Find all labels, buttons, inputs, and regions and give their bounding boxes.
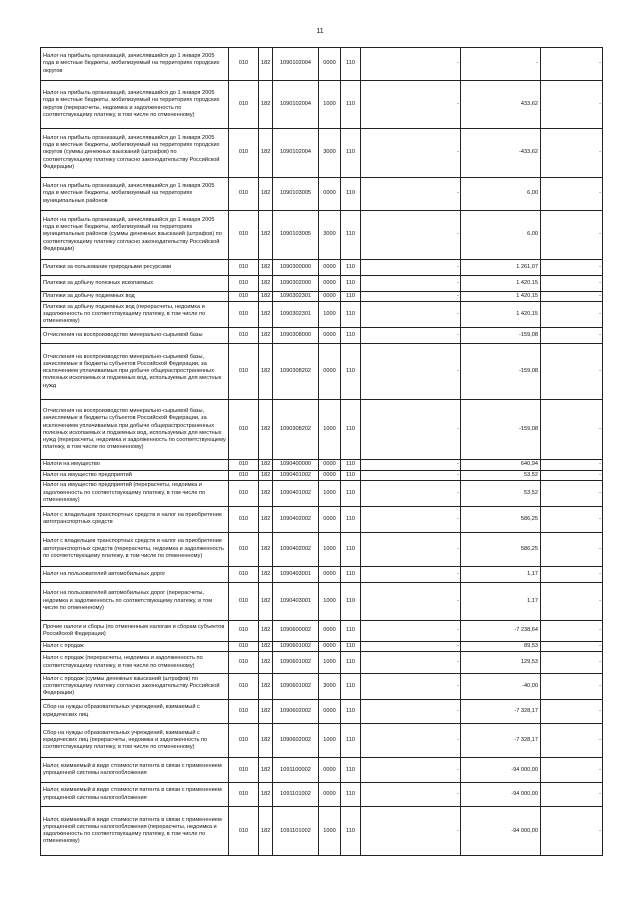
admin-code: 182: [259, 480, 273, 506]
table-row: [41, 276, 603, 292]
unexecuted-amount: -: [541, 506, 603, 532]
sub-code: 3000: [319, 129, 341, 178]
approved-amount: -: [361, 211, 461, 260]
table-row: [41, 724, 603, 758]
sub-code: 0000: [319, 260, 341, 276]
line-code: 010: [229, 758, 259, 783]
unexecuted-amount: -: [541, 620, 603, 641]
line-code: 010: [229, 532, 259, 566]
table-row: [41, 460, 603, 470]
table-row: [41, 81, 603, 129]
row-name: Налог, взимаемый в виде стоимости патента в связи с применением упрощенной системы налогообложения: [41, 758, 229, 783]
type-code: 110: [341, 178, 361, 211]
classification-code: 1090103005: [273, 178, 319, 211]
unexecuted-amount: -: [541, 582, 603, 620]
line-code: 010: [229, 674, 259, 700]
executed-amount: -94 000,00: [461, 758, 541, 783]
admin-code: 182: [259, 81, 273, 129]
admin-code: 182: [259, 211, 273, 260]
table-row: [41, 129, 603, 178]
row-name: Налог на прибыль организаций, зачислявшийся до 1 января 2005 года в местные бюджеты, мобилизуемый на территориях муниципальных районов (суммы денежных взысканий (штрафов) по соответствующему платежу согласно законодательству Российской Федерации): [41, 211, 229, 260]
table-row: [41, 178, 603, 211]
admin-code: 182: [259, 48, 273, 81]
sub-code: 0000: [319, 344, 341, 400]
sub-code: 1000: [319, 652, 341, 674]
row-name: Налог на имущество предприятий: [41, 470, 229, 480]
unexecuted-amount: -: [541, 276, 603, 292]
row-name: Налог с продаж (перерасчеты, недоимка и задолженность по соответствующему платежу, в том числе по отмененному): [41, 652, 229, 674]
line-code: 010: [229, 470, 259, 480]
table-row: [41, 211, 603, 260]
executed-amount: 129,53: [461, 652, 541, 674]
line-code: 010: [229, 460, 259, 470]
executed-amount: -7 238,64: [461, 620, 541, 641]
line-code: 010: [229, 582, 259, 620]
unexecuted-amount: -: [541, 178, 603, 211]
row-name: Налог с владельцев транспортных средств и налог на приобретение автотранспортных средств: [41, 506, 229, 532]
admin-code: 182: [259, 328, 273, 344]
sub-code: 1000: [319, 807, 341, 856]
page-number: 11: [316, 28, 324, 35]
line-code: 010: [229, 620, 259, 641]
classification-code: 1091101002: [273, 807, 319, 856]
line-code: 010: [229, 328, 259, 344]
table-row: [41, 582, 603, 620]
classification-code: 1090308202: [273, 400, 319, 460]
row-name: Налоги на имущество: [41, 460, 229, 470]
type-code: 110: [341, 276, 361, 292]
sub-code: 3000: [319, 211, 341, 260]
type-code: 110: [341, 260, 361, 276]
sub-code: 3000: [319, 674, 341, 700]
sub-code: 0000: [319, 292, 341, 302]
executed-amount: 586,25: [461, 532, 541, 566]
sub-code: 1000: [319, 532, 341, 566]
executed-amount: 53,52: [461, 480, 541, 506]
unexecuted-amount: -: [541, 400, 603, 460]
executed-amount: -94 000,00: [461, 783, 541, 807]
executed-amount: -159,08: [461, 344, 541, 400]
row-name: Отчисления на воспроизводство минерально-сырьевой базы: [41, 328, 229, 344]
unexecuted-amount: -: [541, 292, 603, 302]
admin-code: 182: [259, 400, 273, 460]
approved-amount: -: [361, 641, 461, 651]
executed-amount: 433,62: [461, 81, 541, 129]
unexecuted-amount: -: [541, 758, 603, 783]
row-name: Налог, взимаемый в виде стоимости патента в связи с применением упрощенной системы налогообложения (перерасчеты, недоимка и задолженность по соответствующему платежу, в том числе по отмененному): [41, 807, 229, 856]
unexecuted-amount: -: [541, 807, 603, 856]
type-code: 110: [341, 700, 361, 724]
classification-code: 1090401002: [273, 480, 319, 506]
sub-code: 0000: [319, 506, 341, 532]
classification-code: 1091100002: [273, 758, 319, 783]
executed-amount: -7 328,17: [461, 700, 541, 724]
type-code: 110: [341, 582, 361, 620]
sub-code: 1000: [319, 400, 341, 460]
admin-code: 182: [259, 807, 273, 856]
row-name: Сбор на нужды образовательных учреждений, взимаемый с юридических лиц: [41, 700, 229, 724]
unexecuted-amount: -: [541, 260, 603, 276]
line-code: 010: [229, 783, 259, 807]
unexecuted-amount: -: [541, 674, 603, 700]
approved-amount: -: [361, 652, 461, 674]
sub-code: 0000: [319, 178, 341, 211]
line-code: 010: [229, 260, 259, 276]
row-name: Налог на прибыль организаций, зачислявшийся до 1 января 2005 года в местные бюджеты, мобилизуемый на территориях городских округов: [41, 48, 229, 81]
unexecuted-amount: -: [541, 700, 603, 724]
table-row: [41, 260, 603, 276]
type-code: 110: [341, 328, 361, 344]
row-name: Налог с продаж (суммы денежных взысканий (штрафов) по соответствующему платежу согласно законодательству Российской Федерации): [41, 674, 229, 700]
unexecuted-amount: -: [541, 129, 603, 178]
admin-code: 182: [259, 582, 273, 620]
executed-amount: -159,08: [461, 328, 541, 344]
type-code: 110: [341, 470, 361, 480]
table-row: [41, 506, 603, 532]
line-code: 010: [229, 566, 259, 582]
admin-code: 182: [259, 292, 273, 302]
sub-code: 1000: [319, 724, 341, 758]
row-name: Платежи за добычу подземных вод: [41, 292, 229, 302]
classification-code: 1090308202: [273, 344, 319, 400]
approved-amount: -: [361, 674, 461, 700]
admin-code: 182: [259, 470, 273, 480]
classification-code: 1090402002: [273, 532, 319, 566]
line-code: 010: [229, 724, 259, 758]
line-code: 010: [229, 211, 259, 260]
classification-code: 1090602002: [273, 724, 319, 758]
line-code: 010: [229, 400, 259, 460]
approved-amount: -: [361, 470, 461, 480]
line-code: 010: [229, 807, 259, 856]
table-row: [41, 480, 603, 506]
sub-code: 1000: [319, 582, 341, 620]
sub-code: 0000: [319, 470, 341, 480]
type-code: 110: [341, 674, 361, 700]
approved-amount: -: [361, 48, 461, 81]
row-name: Налог на прибыль организаций, зачислявшийся до 1 января 2005 года в местные бюджеты, мобилизуемый на территориях муниципальных районов: [41, 178, 229, 211]
sub-code: 0000: [319, 641, 341, 651]
unexecuted-amount: -: [541, 641, 603, 651]
classification-code: 1090302301: [273, 292, 319, 302]
sub-code: 0000: [319, 758, 341, 783]
line-code: 010: [229, 700, 259, 724]
line-code: 010: [229, 641, 259, 651]
table-row: [41, 700, 603, 724]
row-name: Налог, взимаемый в виде стоимости патента в связи с применением упрощенной системы налогообложения: [41, 783, 229, 807]
table-row: [41, 48, 603, 81]
table-row: [41, 532, 603, 566]
line-code: 010: [229, 129, 259, 178]
executed-amount: 640,94: [461, 460, 541, 470]
admin-code: 182: [259, 506, 273, 532]
approved-amount: -: [361, 783, 461, 807]
executed-amount: -94 000,00: [461, 807, 541, 856]
row-name: Налог с продаж: [41, 641, 229, 651]
table-row: [41, 302, 603, 328]
classification-code: 1090300000: [273, 260, 319, 276]
type-code: 110: [341, 758, 361, 783]
executed-amount: 1 420,15: [461, 302, 541, 328]
approved-amount: -: [361, 480, 461, 506]
admin-code: 182: [259, 783, 273, 807]
line-code: 010: [229, 302, 259, 328]
table-row: [41, 652, 603, 674]
type-code: 110: [341, 48, 361, 81]
table-row: [41, 674, 603, 700]
classification-code: 1090601002: [273, 652, 319, 674]
admin-code: 182: [259, 641, 273, 651]
approved-amount: -: [361, 460, 461, 470]
admin-code: 182: [259, 344, 273, 400]
table-row: [41, 344, 603, 400]
row-name: Сбор на нужды образовательных учреждений, взимаемый с юридических лиц (перерасчеты, недоимка и задолженность по соответствующему платежу, в том числе по отмененному): [41, 724, 229, 758]
executed-amount: 1 420,15: [461, 276, 541, 292]
budget-table: [40, 47, 603, 856]
approved-amount: -: [361, 582, 461, 620]
approved-amount: -: [361, 532, 461, 566]
executed-amount: -159,08: [461, 400, 541, 460]
line-code: 010: [229, 652, 259, 674]
executed-amount: -7 328,17: [461, 724, 541, 758]
sub-code: 0000: [319, 460, 341, 470]
type-code: 110: [341, 460, 361, 470]
approved-amount: -: [361, 292, 461, 302]
classification-code: 1090102004: [273, 81, 319, 129]
admin-code: 182: [259, 276, 273, 292]
type-code: 110: [341, 506, 361, 532]
sub-code: 1000: [319, 480, 341, 506]
type-code: 110: [341, 783, 361, 807]
classification-code: 1090402002: [273, 506, 319, 532]
approved-amount: -: [361, 302, 461, 328]
sub-code: 1000: [319, 302, 341, 328]
unexecuted-amount: -: [541, 652, 603, 674]
unexecuted-amount: -: [541, 48, 603, 81]
classification-code: 1090400000: [273, 460, 319, 470]
type-code: 110: [341, 211, 361, 260]
type-code: 110: [341, 652, 361, 674]
sub-code: 0000: [319, 700, 341, 724]
classification-code: 1091101002: [273, 783, 319, 807]
type-code: 110: [341, 129, 361, 178]
executed-amount: -40,00: [461, 674, 541, 700]
unexecuted-amount: -: [541, 783, 603, 807]
line-code: 010: [229, 344, 259, 400]
unexecuted-amount: -: [541, 302, 603, 328]
executed-amount: 53,52: [461, 470, 541, 480]
type-code: 110: [341, 807, 361, 856]
row-name: Налог на прибыль организаций, зачислявшийся до 1 января 2005 года в местные бюджеты, мобилизуемый на территориях городских округов (перерасчеты, недоимка и задолженность по соответствующему платежу, в том числе по отмененному): [41, 81, 229, 129]
unexecuted-amount: -: [541, 480, 603, 506]
classification-code: 1090601002: [273, 674, 319, 700]
admin-code: 182: [259, 302, 273, 328]
type-code: 110: [341, 641, 361, 651]
sub-code: 0000: [319, 566, 341, 582]
classification-code: 1090403001: [273, 566, 319, 582]
executed-amount: 6,00: [461, 211, 541, 260]
admin-code: 182: [259, 532, 273, 566]
row-name: Налог на пользователей автомобильных дорог (перерасчеты, недоимка и задолженность по соответствующему платежу, в том числе по отмененному): [41, 582, 229, 620]
executed-amount: 1,17: [461, 566, 541, 582]
row-name: Налог на имущество предприятий (перерасчеты, недоимка и задолженность по соответствующему платежу, в том числе по отмененному): [41, 480, 229, 506]
admin-code: 182: [259, 758, 273, 783]
type-code: 110: [341, 532, 361, 566]
table-row: [41, 566, 603, 582]
line-code: 010: [229, 276, 259, 292]
unexecuted-amount: -: [541, 81, 603, 129]
classification-code: 1090308000: [273, 328, 319, 344]
classification-code: 1090102004: [273, 129, 319, 178]
classification-code: 1090401002: [273, 470, 319, 480]
type-code: 110: [341, 620, 361, 641]
type-code: 110: [341, 566, 361, 582]
type-code: 110: [341, 400, 361, 460]
sub-code: 0000: [319, 783, 341, 807]
table-row: [41, 292, 603, 302]
table-row: [41, 807, 603, 856]
executed-amount: -433,62: [461, 129, 541, 178]
classification-code: 1090403001: [273, 582, 319, 620]
line-code: 010: [229, 506, 259, 532]
unexecuted-amount: -: [541, 211, 603, 260]
admin-code: 182: [259, 724, 273, 758]
table-row: [41, 328, 603, 344]
line-code: 010: [229, 81, 259, 129]
type-code: 110: [341, 480, 361, 506]
unexecuted-amount: -: [541, 344, 603, 400]
type-code: 110: [341, 724, 361, 758]
unexecuted-amount: -: [541, 328, 603, 344]
table-row: [41, 758, 603, 783]
classification-code: 1090600002: [273, 620, 319, 641]
approved-amount: -: [361, 129, 461, 178]
unexecuted-amount: -: [541, 460, 603, 470]
type-code: 110: [341, 81, 361, 129]
approved-amount: -: [361, 566, 461, 582]
approved-amount: -: [361, 400, 461, 460]
classification-code: 1090302301: [273, 302, 319, 328]
admin-code: 182: [259, 620, 273, 641]
row-name: Платежи за добычу полезных ископаемых: [41, 276, 229, 292]
type-code: 110: [341, 302, 361, 328]
admin-code: 182: [259, 178, 273, 211]
row-name: Платежи за добычу подземных вод (перерасчеты, недоимка и задолженность по соответствующему платежу, в том числе по отмененному): [41, 302, 229, 328]
unexecuted-amount: -: [541, 532, 603, 566]
approved-amount: -: [361, 700, 461, 724]
line-code: 010: [229, 178, 259, 211]
approved-amount: -: [361, 81, 461, 129]
sub-code: 0000: [319, 276, 341, 292]
row-name: Платежи за пользование природными ресурсами: [41, 260, 229, 276]
row-name: Прочие налоги и сборы (по отмененным налогам и сборам субъектов Российской Федерации): [41, 620, 229, 641]
admin-code: 182: [259, 652, 273, 674]
row-name: Налог на прибыль организаций, зачислявшийся до 1 января 2005 года в местные бюджеты, мобилизуемый на территориях городских округов (суммы денежных взысканий (штрафов) по соответствующему платежу согласно законодательству Российской Федерации): [41, 129, 229, 178]
admin-code: 182: [259, 566, 273, 582]
executed-amount: 6,00: [461, 178, 541, 211]
unexecuted-amount: -: [541, 566, 603, 582]
approved-amount: -: [361, 807, 461, 856]
approved-amount: -: [361, 724, 461, 758]
approved-amount: -: [361, 178, 461, 211]
approved-amount: -: [361, 276, 461, 292]
admin-code: 182: [259, 129, 273, 178]
executed-amount: 1 261,07: [461, 260, 541, 276]
row-name: Отчисления на воспроизводство минерально-сырьевой базы, зачисляемые в бюджеты субъектов Российской Федерации, за исключением уплачиваемых при добыче общераспространенных полезных ископаемых и подземных вод, используемых для местных нужд: [41, 344, 229, 400]
sub-code: 0000: [319, 620, 341, 641]
row-name: Отчисления на воспроизводство минерально-сырьевой базы, зачисляемые в бюджеты субъектов Российской Федерации, за исключением уплачиваемых при добыче общераспространенных полезных ископаемых и подземных вод, используемых для местных нужд (перерасчеты, недоимка и задолженность по соответствующему платежу, в том числе по отмененному): [41, 400, 229, 460]
approved-amount: -: [361, 758, 461, 783]
unexecuted-amount: -: [541, 470, 603, 480]
row-name: Налог с владельцев транспортных средств и налог на приобретение автотранспортных средств (перерасчеты, недоимка и задолженность по соответствующему платежу, в том числе по отмененному): [41, 532, 229, 566]
type-code: 110: [341, 292, 361, 302]
classification-code: 1090302000: [273, 276, 319, 292]
sub-code: 1000: [319, 81, 341, 129]
classification-code: 1090602002: [273, 700, 319, 724]
sub-code: 0000: [319, 48, 341, 81]
approved-amount: -: [361, 506, 461, 532]
classification-code: 1090103005: [273, 211, 319, 260]
sub-code: 0000: [319, 328, 341, 344]
executed-amount: -: [461, 48, 541, 81]
classification-code: 1090102004: [273, 48, 319, 81]
table-body: [41, 48, 603, 856]
approved-amount: -: [361, 620, 461, 641]
approved-amount: -: [361, 328, 461, 344]
table-row: [41, 641, 603, 651]
approved-amount: -: [361, 260, 461, 276]
table-row: [41, 400, 603, 460]
table-row: [41, 783, 603, 807]
table-row: [41, 470, 603, 480]
executed-amount: 1,17: [461, 582, 541, 620]
unexecuted-amount: -: [541, 724, 603, 758]
executed-amount: 586,25: [461, 506, 541, 532]
type-code: 110: [341, 344, 361, 400]
line-code: 010: [229, 48, 259, 81]
line-code: 010: [229, 480, 259, 506]
approved-amount: -: [361, 344, 461, 400]
admin-code: 182: [259, 260, 273, 276]
executed-amount: 89,53: [461, 641, 541, 651]
line-code: 010: [229, 292, 259, 302]
table-row: [41, 620, 603, 641]
admin-code: 182: [259, 674, 273, 700]
classification-code: 1090601002: [273, 641, 319, 651]
row-name: Налог на пользователей автомобильных дорог: [41, 566, 229, 582]
admin-code: 182: [259, 700, 273, 724]
admin-code: 182: [259, 460, 273, 470]
executed-amount: 1 420,15: [461, 292, 541, 302]
